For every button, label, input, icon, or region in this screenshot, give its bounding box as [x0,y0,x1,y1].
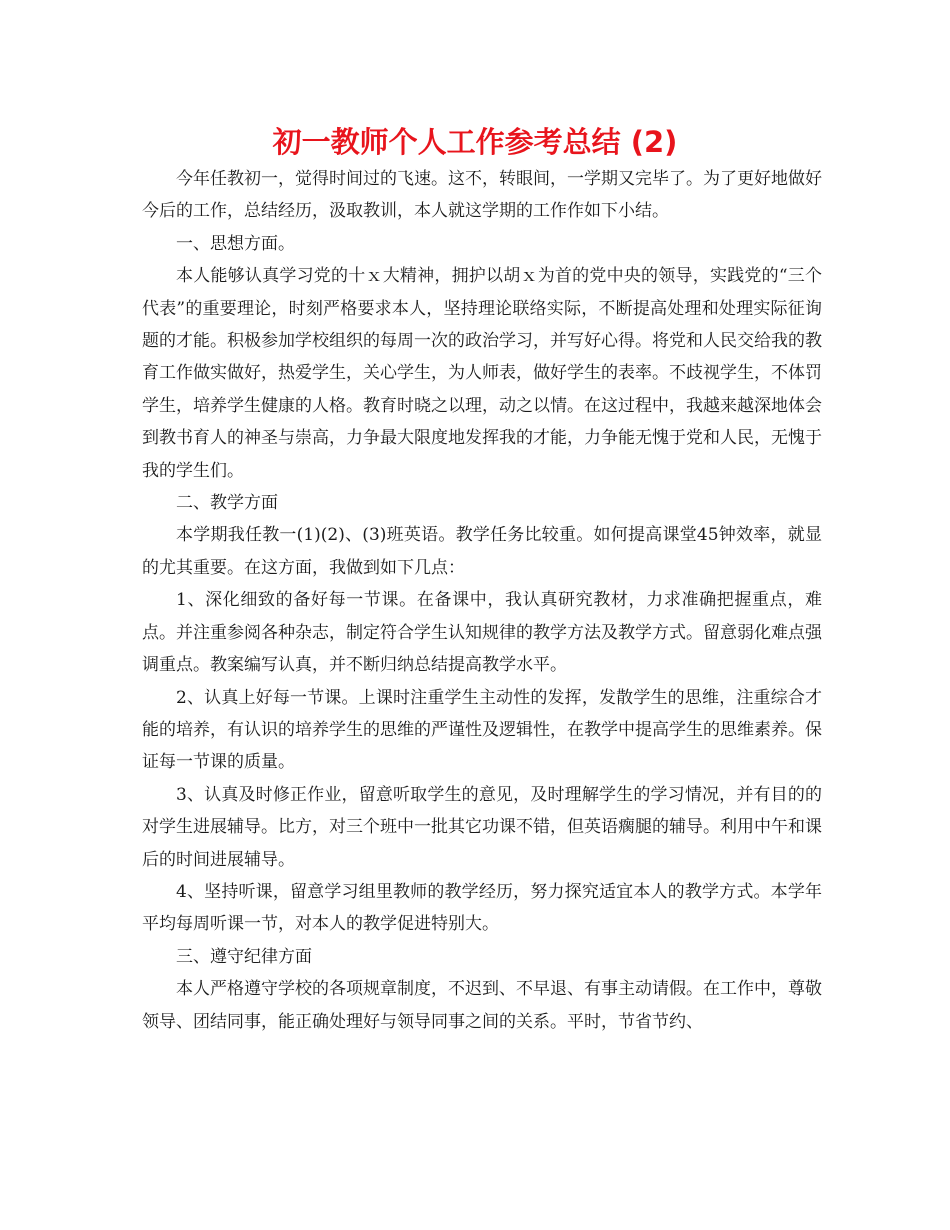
section-heading-thought: 一、思想方面。 [176,233,295,254]
page-title: 初一教师个人工作参考总结 (2) [272,125,678,159]
paragraph-teaching-point-4: 4、坚持听课，留意学习组里教师的教学经历，努力探究适宜本人的教学方式。本学年平均每周听课一节，对本人的教学促进特别大。 [142,881,822,935]
paragraph-teaching-point-2: 2、认真上好每一节课。上课时注重学生主动性的发挥，发散学生的思维，注重综合才能的培养，有认识的培养学生的思维的严谨性及逻辑性，在教学中提高学生的思维素养。保证每一节课的质量。 [142,687,822,773]
paragraph-thought: 本人能够认真学习党的十ｘ大精神，拥护以胡ｘ为首的党中央的领导，实践党的“三个代表”的重要理论，时刻严格要求本人，坚持理论联络实际，不断提高处理和处理实际征询题的才能。积极参加学校组织的每周一次的政治学习，并写好心得。将党和人民交给我的教育工作做实做好，热爱学生，关心学生，为人师表，做好学生的表率。不歧视学生，不体罚学生，培养学生健康的人格。教育时晓之以理，动之以情。在这过程中，我越来越深地体会到教书育人的神圣与崇高，力争最大限度地发挥我的才能，力争能无愧于党和人民，无愧于我的学生们。 [142,266,822,481]
document-body [142,163,822,1038]
paragraph-teaching-point-1: 1、深化细致的备好每一节课。在备课中，我认真研究教材，力求准确把握重点，难点。并注重参阅各种杂志，制定符合学生认知规律的教学方法及教学方式。留意弱化难点强调重点。教案编写认真，并不断归纳总结提高教学水平。 [142,590,822,676]
paragraph-intro: 今年任教初一，觉得时间过的飞速。这不，转眼间，一学期又完毕了。为了更好地做好今后的工作，总结经历，汲取教训，本人就这学期的工作作如下小结。 [142,169,822,222]
section-heading-discipline: 三、遵守纪律方面 [176,946,312,967]
paragraph-discipline: 本人严格遵守学校的各项规章制度，不迟到、不早退、有事主动请假。在工作中，尊敬领导、团结同事，能正确处理好与领导同事之间的关系。平时，节省节约、 [142,979,822,1032]
paragraph-teaching-intro: 本学期我任教一(1)(2)、(3)班英语。教学任务比较重。如何提高课堂45钟效率，就显的尤其重要。在这方面，我做到如下几点： [142,525,822,578]
section-heading-teaching: 二、教学方面 [176,493,278,514]
paragraph-teaching-point-3: 3、认真及时修正作业，留意听取学生的意见，及时理解学生的学习情况，并有目的的对学生进展辅导。比方，对三个班中一批其它功课不错，但英语瘸腿的辅导。利用中午和课后的时间进展辅导。 [142,784,822,870]
